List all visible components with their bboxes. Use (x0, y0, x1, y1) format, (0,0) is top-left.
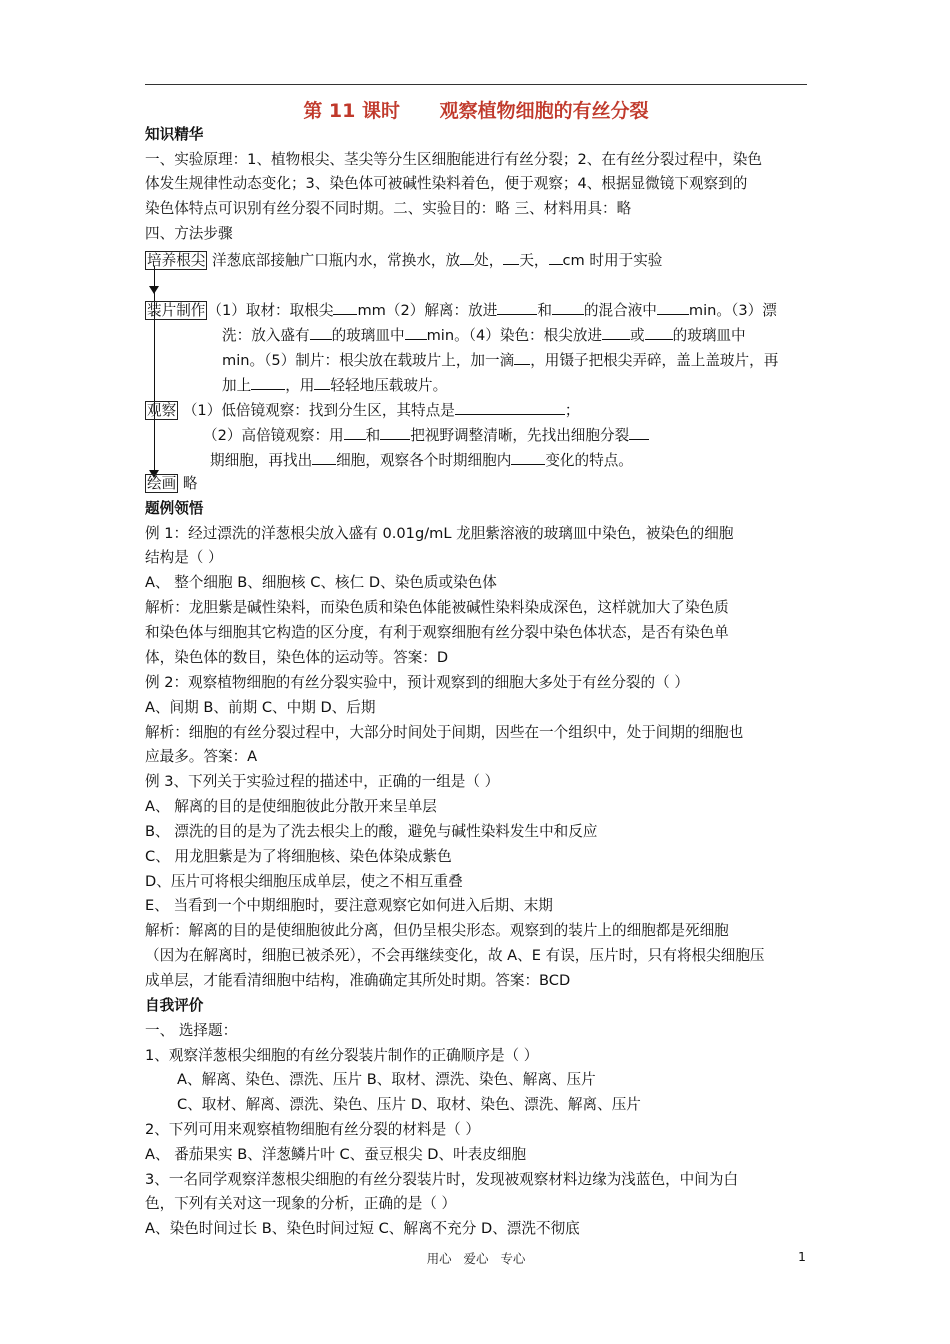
answer-line: 应最多。答案：A (145, 748, 258, 765)
option-line: A、 解离的目的是使细胞彼此分散开来呈单层 (145, 798, 437, 815)
flow-arrow-icon (149, 286, 159, 294)
step-culture-root: 培养根尖 洋葱底部接触广口瓶内水，常换水，放 处， 天， cm 时用于实验 (147, 252, 663, 269)
blank (549, 250, 563, 265)
step-box-label: 培养根尖 (147, 252, 206, 269)
question-line: 例 3、下列关于实验过程的描述中，正确的一组是（ ） (145, 773, 500, 790)
blank (333, 300, 357, 315)
question-line: 结构是（ ） (145, 549, 223, 566)
answer-line: 和染色体与细胞其它构造的区分度，有利于观察细胞有丝分裂中染色体状态，是否有染色单 (145, 624, 729, 641)
paragraph-line: 四、方法步骤 (145, 225, 233, 242)
blank (460, 250, 474, 265)
blank (312, 450, 336, 465)
page-number: 1 (798, 1249, 806, 1264)
page-title: 第 11 课时 观察植物细胞的有丝分裂 (303, 100, 649, 122)
flow-line (154, 266, 155, 476)
paragraph-line: （2）高倍镜观察：用 和 把视野调整清晰，先找出细胞分裂 (203, 425, 649, 446)
blank (511, 450, 545, 465)
blank (405, 325, 427, 340)
blank (314, 375, 330, 390)
blank (629, 425, 649, 440)
blank (310, 325, 332, 340)
paragraph-line: 染色体特点可识别有丝分裂不同时期。二、实验目的：略 三、材料用具：略 (145, 200, 632, 217)
question-line: 1、观察洋葱根尖细胞的有丝分裂装片制作的正确顺序是（ ） (145, 1047, 539, 1064)
options-line: A、 番茄果实 B、洋葱鳞片叶 C、蚕豆根尖 D、叶表皮细胞 (145, 1146, 527, 1163)
options-line: A、 整个细胞 B、细胞核 C、核仁 D、染色质或染色体 (145, 574, 497, 591)
subsection-heading: 一、 选择题： (145, 1022, 238, 1039)
step-box-label: 装片制作 (147, 302, 206, 319)
paragraph-line: 洗：放入盛有 的玻璃皿中 min。（4）染色：根尖放进 或 的玻璃皿中 (222, 327, 746, 344)
answer-line: 成单层，才能看清细胞中结构，准确确定其所处时期。答案：BCD (145, 972, 571, 989)
blank (552, 300, 584, 315)
option-line: C、 用龙胆紫是为了将细胞核、染色体染成紫色 (145, 848, 452, 865)
section-heading-examples: 题例领悟 (145, 500, 204, 517)
question-line: 2、下列可用来观察植物细胞有丝分裂的材料是（ ） (145, 1121, 480, 1138)
option-line: D、压片可将根尖细胞压成单层，使之不相互重叠 (145, 873, 463, 890)
blank (602, 325, 630, 340)
section-heading-knowledge: 知识精华 (145, 126, 204, 143)
options-line: A、间期 B、前期 C、中期 D、后期 (145, 699, 376, 716)
options-line: C、取材、解离、漂洗、染色、压片 D、取材、染色、漂洗、解离、压片 (177, 1096, 641, 1113)
question-line: 色，下列有关对这一现象的分析，正确的是（ ） (145, 1195, 457, 1212)
answer-line: 解析：龙胆紫是碱性染料，而染色质和染色体能被碱性染料染成深色，这样就加大了染色质 (145, 599, 729, 616)
blank (497, 300, 537, 315)
blank (344, 425, 366, 440)
option-line: B、 漂洗的目的是为了洗去根尖上的酸，避免与碱性染料发生中和反应 (145, 823, 598, 840)
paragraph-line: 期细胞，再找出 细胞，观察各个时期细胞内 变化的特点。 (210, 452, 633, 469)
blank (645, 325, 673, 340)
blank (503, 250, 519, 265)
header-rule (145, 84, 807, 85)
blank (657, 300, 689, 315)
blank (251, 375, 285, 390)
options-line: A、染色时间过长 B、染色时间过短 C、解离不充分 D、漂洗不彻底 (145, 1220, 580, 1237)
option-line: E、 当看到一个中期细胞时，要注意观察它如何进入后期、末期 (145, 897, 553, 914)
paragraph-line: 一、实验原理：1、植物根尖、茎尖等分生区细胞能进行有丝分裂；2、在有丝分裂过程中，染色 (145, 151, 762, 168)
step-observe: 观察 （1）低倍镜观察：找到分生区，其特点是 ； (147, 402, 580, 419)
answer-line: 解析：解离的目的是使细胞彼此分离，但仍呈根尖形态。观察到的装片上的细胞都是死细胞 (145, 922, 729, 939)
answer-line: （因为在解离时，细胞已被杀死），不会再继续变化，故 A、E 有误，压片时，只有将根尖细胞压 (145, 947, 765, 964)
question-line: 例 1：经过漂洗的洋葱根尖放入盛有 0.01g/mL 龙胆紫溶液的玻璃皿中染色，被染色的细胞 (145, 525, 734, 542)
answer-line: 体，染色体的数目，染色体的运动等。答案：D (145, 649, 449, 666)
page-footer: 用心 爱心 专心 (426, 1251, 526, 1266)
paragraph-line: 加上 ，用 轻轻地压载玻片。 (222, 377, 448, 394)
blank (455, 400, 565, 415)
step-draw: 绘画 略 (147, 475, 198, 492)
question-line: 3、一名同学观察洋葱根尖细胞的有丝分裂装片时，发现被观察材料边缘为浅蓝色，中间为白 (145, 1171, 739, 1188)
question-line: 例 2：观察植物细胞的有丝分裂实验中，预计观察到的细胞大多处于有丝分裂的（ ） (145, 674, 689, 691)
blank (514, 350, 530, 365)
answer-line: 解析：细胞的有丝分裂过程中，大部分时间处于间期，因些在一个组织中，处于间期的细胞也 (145, 724, 744, 741)
step-box-label: 观察 (147, 402, 177, 419)
step-slide-making: 装片制作 （1）取材：取根尖 mm（2）解离：放进 和 的混合液中 min。（3）漂 (147, 302, 777, 319)
paragraph-line: 体发生规律性动态变化；3、染色体可被碱性染料着色，便于观察；4、根据显微镜下观察到的 (145, 175, 748, 192)
paragraph-line: min。（5）制片：根尖放在载玻片上，加一滴 ，用镊子把根尖弄碎，盖上盖玻片，再 (222, 352, 779, 369)
step-box-label: 绘画 (147, 475, 177, 492)
blank (380, 425, 410, 440)
options-line: A、解离、染色、漂洗、压片 B、取材、漂洗、染色、解离、压片 (177, 1071, 596, 1088)
section-heading-self-eval: 自我评价 (145, 997, 204, 1014)
